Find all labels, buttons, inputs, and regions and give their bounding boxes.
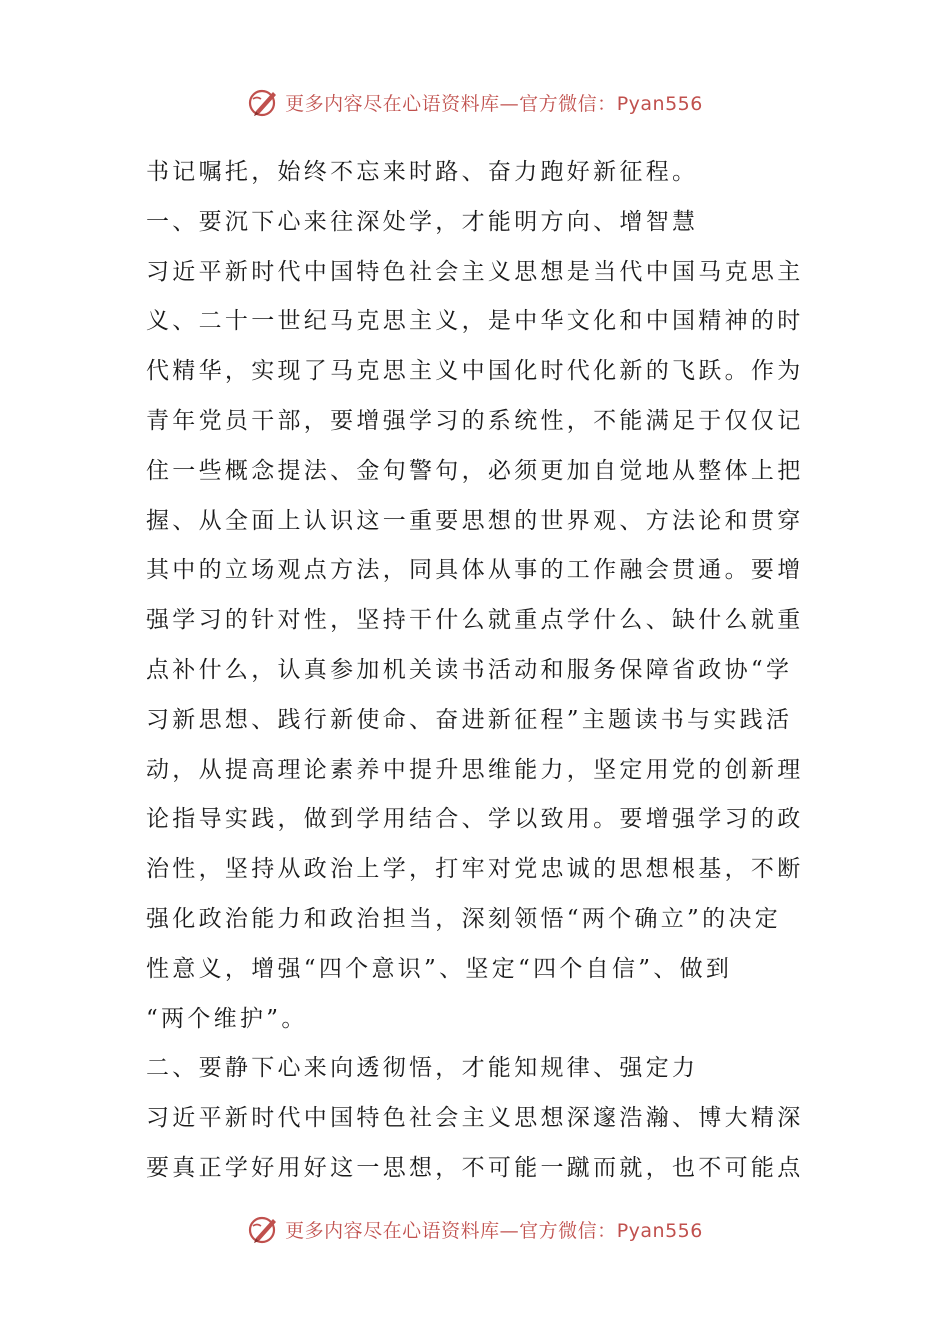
footer-text: 更多内容尽在心语资料库—官方微信：Pyan556 <box>285 1219 703 1242</box>
section-heading-1: 一、要沉下心来往深处学，才能明方向、增智慧 <box>146 208 699 235</box>
header-text: 更多内容尽在心语资料库—官方微信：Pyan556 <box>285 92 703 115</box>
footer-banner <box>0 1209 950 1249</box>
body-line: 义、二十一世纪马克思主义，是中华文化和中国精神的时 <box>146 308 804 335</box>
body-line: “两个维护”。 <box>146 1005 308 1032</box>
body-line: 点补什么，认真参加机关读书活动和服务保障省政协“学 <box>146 656 793 683</box>
body-line: 强化政治能力和政治担当，深刻领悟“两个确立”的决定 <box>146 905 782 932</box>
document-body <box>146 148 808 1194</box>
pen-logo-icon <box>247 85 281 119</box>
body-line: 习近平新时代中国特色社会主义思想深邃浩瀚、博大精深 <box>146 1105 804 1132</box>
body-line: 代精华，实现了马克思主义中国化时代化新的飞跃。作为 <box>146 358 804 385</box>
pen-logo-icon <box>247 1212 281 1246</box>
body-line: 握、从全面上认识这一重要思想的世界观、方法论和贯穿 <box>146 507 804 534</box>
body-line: 书记嘱托，始终不忘来时路、奋力跑好新征程。 <box>146 159 699 185</box>
body-line: 其中的立场观点方法，同具体从事的工作融会贯通。要增 <box>146 557 804 584</box>
section-heading-2: 二、要静下心来向透彻悟，才能知规律、强定力 <box>146 1055 699 1082</box>
body-line: 要真正学好用好这一思想，不可能一蹴而就，也不可能点 <box>146 1154 804 1181</box>
body-line: 性意义，增强“四个意识”、坚定“四个自信”、做到 <box>146 955 733 982</box>
body-line: 治性，坚持从政治上学，打牢对党忠诚的思想根基，不断 <box>146 856 804 883</box>
header-banner <box>0 82 950 122</box>
body-line: 论指导实践，做到学用结合、学以致用。要增强学习的政 <box>146 806 804 833</box>
body-line: 动，从提高理论素养中提升思维能力，坚定用党的创新理 <box>146 756 804 783</box>
body-line: 强学习的针对性，坚持干什么就重点学什么、缺什么就重 <box>146 607 804 634</box>
body-line: 习近平新时代中国特色社会主义思想是当代中国马克思主 <box>146 258 804 285</box>
body-line: 住一些概念提法、金句警句，必须更加自觉地从整体上把 <box>146 457 804 484</box>
body-line: 习新思想、践行新使命、奋进新征程”主题读书与实践活 <box>146 706 793 733</box>
body-line: 青年党员干部，要增强学习的系统性，不能满足于仅仅记 <box>146 407 804 434</box>
